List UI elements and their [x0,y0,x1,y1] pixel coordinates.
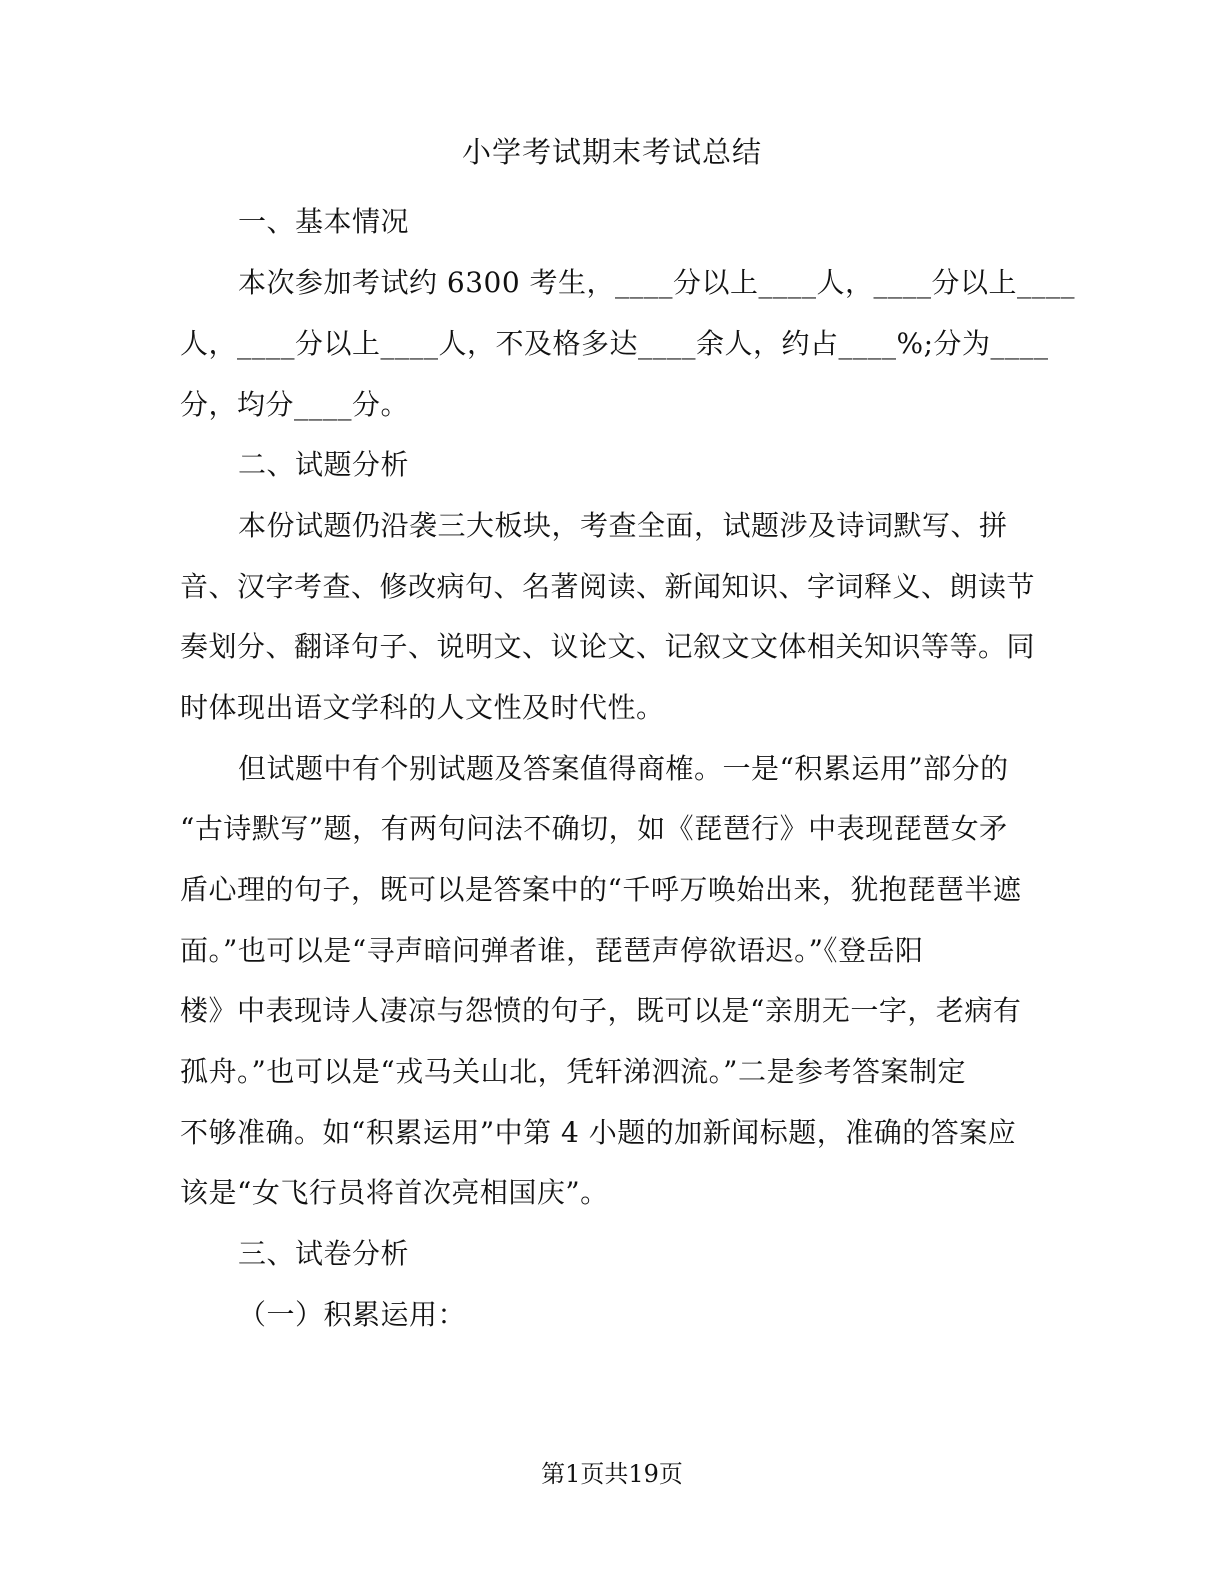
section-heading-basic: 一、基本情况 [238,205,410,238]
section-heading-paper-analysis: 三、试卷分析 [238,1237,410,1270]
paragraph-line: 楼》中表现诗人凄凉与怨愤的句子，既可以是“亲朋无一字，老病有 [180,994,1022,1027]
paragraph-line: 面。”也可以是“寻声暗问弹者谁，琵琶声停欲语迟。”《登岳阳 [180,934,924,967]
paragraph-line: 该是“女飞行员将首次亮相国庆”。 [180,1176,609,1209]
paragraph-line: 奏划分、翻译句子、说明文、议论文、记叙文文体相关知识等等。同 [180,630,1036,663]
paragraph-line: 盾心理的句子，既可以是答案中的“千呼万唤始出来，犹抱琵琶半遮 [180,873,1022,906]
paragraph-line: 但试题中有个别试题及答案值得商榷。一是“积累运用”部分的 [238,752,1009,785]
paragraph-line: 不够准确。如“积累运用”中第 4 小题的加新闻标题，准确的答案应 [180,1116,1017,1149]
subsection-heading-accumulation: （一）积累运用： [238,1298,467,1331]
paragraph-line: 本份试题仍沿袭三大板块，考查全面，试题涉及诗词默写、拼 [238,509,1008,542]
page-number-footer: 第1页共19页 [541,1460,683,1488]
paragraph-line: “古诗默写”题，有两句问法不确切，如《琵琶行》中表现琵琶女矛 [180,812,1008,845]
page-title: 小学考试期末考试总结 [461,135,762,169]
paragraph-line: 孤舟。”也可以是“戎马关山北，凭轩涕泗流。”二是参考答案制定 [180,1055,966,1088]
paragraph-line: 分，均分____分。 [180,388,410,421]
paragraph-line: 音、汉字考查、修改病句、名著阅读、新闻知识、字词释义、朗读节 [180,570,1036,603]
section-heading-question-analysis: 二、试题分析 [238,448,410,481]
paragraph-line: 时体现出语文学科的人文性及时代性。 [180,691,665,724]
paragraph-line: 人，____分以上____人，不及格多达____余人，约占____%;分为____ [180,327,1049,360]
paragraph-line: 本次参加考试约 6300 考生，____分以上____人，____分以上____ [238,266,1076,299]
